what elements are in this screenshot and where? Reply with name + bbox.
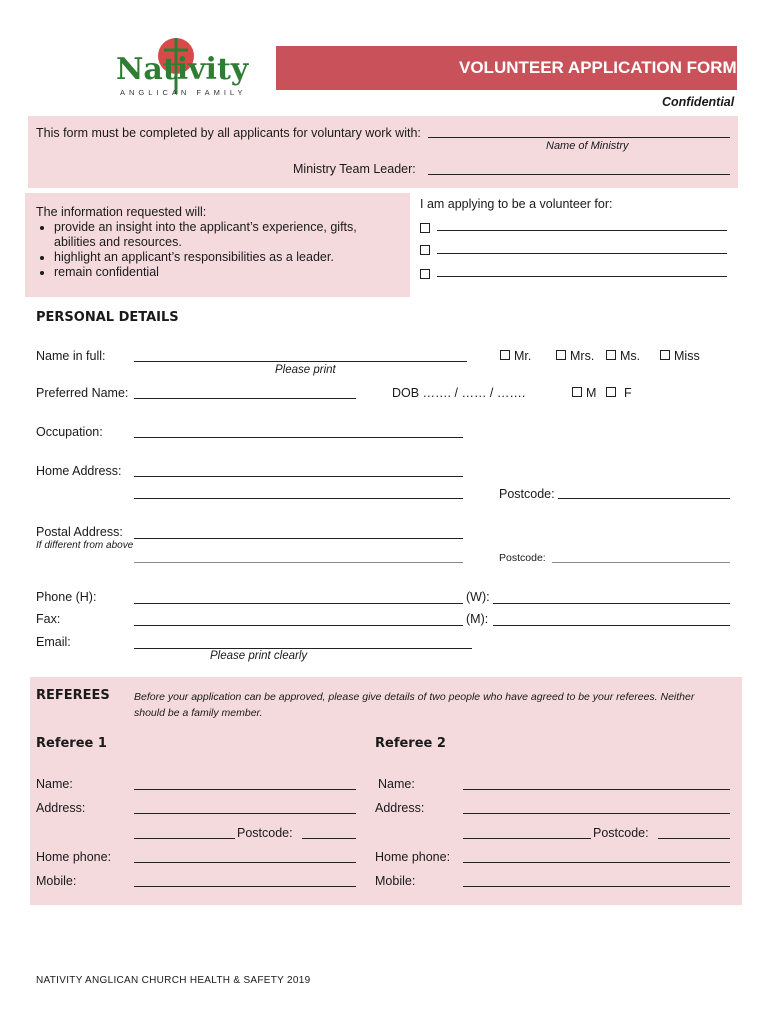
referee-2-address-label: Address: [375, 801, 425, 815]
referee-1-address-label: Address: [36, 801, 86, 815]
phone-home-label: Phone (H): [36, 590, 97, 604]
referee-1-address-input-2[interactable] [134, 838, 235, 839]
postal-address-input-2[interactable] [134, 562, 463, 563]
team-leader-input[interactable] [428, 174, 730, 175]
applying-option-2[interactable] [420, 242, 434, 260]
fax-label: Fax: [36, 612, 61, 626]
sex-f-label: F [624, 386, 632, 400]
print-clearly-caption: Please print clearly [210, 650, 308, 662]
info-content [36, 205, 396, 280]
logo [96, 34, 256, 100]
referee-2-mobile-label: Mobile: [375, 874, 416, 888]
home-address-input-1[interactable] [134, 476, 463, 477]
referees-heading: REFEREES [36, 688, 110, 703]
postal-address-label: Postal Address: [36, 525, 123, 539]
referee-2-mobile-input[interactable] [463, 886, 730, 887]
info-heading: The information requested will: [36, 205, 207, 219]
footer-text: NATIVITY ANGLICAN CHURCH HEALTH & SAFETY 2019 [36, 975, 311, 986]
applying-option-1[interactable] [420, 220, 434, 238]
home-address-input-2[interactable] [134, 498, 463, 499]
logo-subtext: ANGLICAN FAMILY [120, 88, 247, 97]
ministry-name-input[interactable] [428, 137, 730, 138]
referee-2-heading: Referee 2 [375, 736, 446, 751]
title-miss-option[interactable] [660, 349, 700, 363]
referee-1-postcode-input[interactable] [302, 838, 356, 839]
occupation-input[interactable] [134, 437, 463, 438]
referee-2-postcode-input[interactable] [658, 838, 730, 839]
referee-1-address-input[interactable] [134, 813, 356, 814]
checkbox-icon[interactable] [500, 350, 510, 360]
title-mrs-label: Mrs. [570, 349, 595, 363]
referee-1-heading: Referee 1 [36, 736, 107, 751]
email-label: Email: [36, 635, 71, 649]
title-ms-label: Ms. [620, 349, 641, 363]
preferred-name-input[interactable] [134, 398, 356, 399]
phone-work-label: (W): [466, 590, 490, 604]
referees-note: Before your application can be approved, please give details of two people who have agreed to be your referees. Neither should be a family member. [134, 691, 695, 719]
dob-field[interactable]: DOB ……. / …… / ……. [392, 386, 526, 400]
phone-home-input[interactable] [134, 603, 463, 604]
sex-m-label: M [586, 386, 597, 400]
team-leader-label: Ministry Team Leader: [293, 162, 416, 176]
logo-text: Nativity [116, 52, 249, 87]
postal-postcode-label: Postcode: [499, 552, 546, 564]
checkbox-icon[interactable] [660, 350, 670, 360]
name-label: Name in full: [36, 349, 106, 363]
email-input[interactable] [134, 648, 472, 649]
referee-2-home-phone-label: Home phone: [375, 850, 451, 864]
title-mr-label: Mr. [514, 349, 532, 363]
postal-address-input-1[interactable] [134, 538, 463, 539]
please-print-caption: Please print [275, 364, 336, 376]
applying-input-1[interactable] [437, 230, 727, 231]
referee-2-name-label: Name: [378, 777, 415, 791]
full-name-input[interactable] [134, 361, 467, 362]
name-of-ministry-caption: Name of Ministry [546, 140, 629, 152]
checkbox-icon[interactable] [420, 223, 430, 233]
postal-address-note: If different from above [36, 540, 134, 551]
preferred-name-label: Preferred Name: [36, 386, 129, 400]
title-mrs-option[interactable] [556, 349, 594, 363]
home-postcode-label: Postcode: [499, 487, 555, 501]
info-bullet: • remain confidential [54, 265, 396, 280]
referee-1-mobile-input[interactable] [134, 886, 356, 887]
home-postcode-input[interactable] [558, 498, 730, 499]
referee-2-address-input-2[interactable] [463, 838, 591, 839]
referee-1-name-label: Name: [36, 777, 73, 791]
checkbox-icon[interactable] [572, 387, 582, 397]
checkbox-icon[interactable] [420, 269, 430, 279]
sex-f-option[interactable] [606, 386, 632, 400]
checkbox-icon[interactable] [606, 387, 616, 397]
applying-input-2[interactable] [437, 253, 727, 254]
referee-1-name-input[interactable] [134, 789, 356, 790]
info-bullet: • provide an insight into the applicant’s experience, gifts, abilities and resources. [54, 220, 396, 250]
referee-1-home-phone-input[interactable] [134, 862, 356, 863]
referee-2-postcode-label: Postcode: [593, 826, 649, 840]
confidential-label: Confidential [662, 95, 735, 109]
mobile-label: (M): [466, 612, 489, 626]
referee-2-name-input[interactable] [463, 789, 730, 790]
info-bullet: • highlight an applicant’s responsibilities as a leader. [54, 250, 396, 265]
title-miss-label: Miss [674, 349, 700, 363]
checkbox-icon[interactable] [606, 350, 616, 360]
referee-2-home-phone-input[interactable] [463, 862, 730, 863]
phone-work-input[interactable] [493, 603, 730, 604]
occupation-label: Occupation: [36, 425, 103, 439]
home-address-label: Home Address: [36, 464, 122, 478]
voluntary-work-label: This form must be completed by all applicants for voluntary work with: [36, 126, 421, 140]
title-mr-option[interactable] [500, 349, 531, 363]
applying-label: I am applying to be a volunteer for: [420, 197, 613, 211]
referee-2-address-input[interactable] [463, 813, 730, 814]
referee-1-mobile-label: Mobile: [36, 874, 77, 888]
postal-postcode-input[interactable] [552, 562, 730, 563]
sex-m-option[interactable] [572, 386, 596, 400]
applying-option-3[interactable] [420, 266, 434, 284]
info-list [36, 220, 396, 280]
form-title: VOLUNTEER APPLICATION FORM [459, 58, 737, 77]
title-ms-option[interactable] [606, 349, 640, 363]
personal-details-heading: PERSONAL DETAILS [36, 310, 179, 325]
referee-1-home-phone-label: Home phone: [36, 850, 112, 864]
applying-input-3[interactable] [437, 276, 727, 277]
checkbox-icon[interactable] [420, 245, 430, 255]
checkbox-icon[interactable] [556, 350, 566, 360]
referee-1-postcode-label: Postcode: [237, 826, 293, 840]
fax-input[interactable] [134, 625, 463, 626]
mobile-input[interactable] [493, 625, 730, 626]
